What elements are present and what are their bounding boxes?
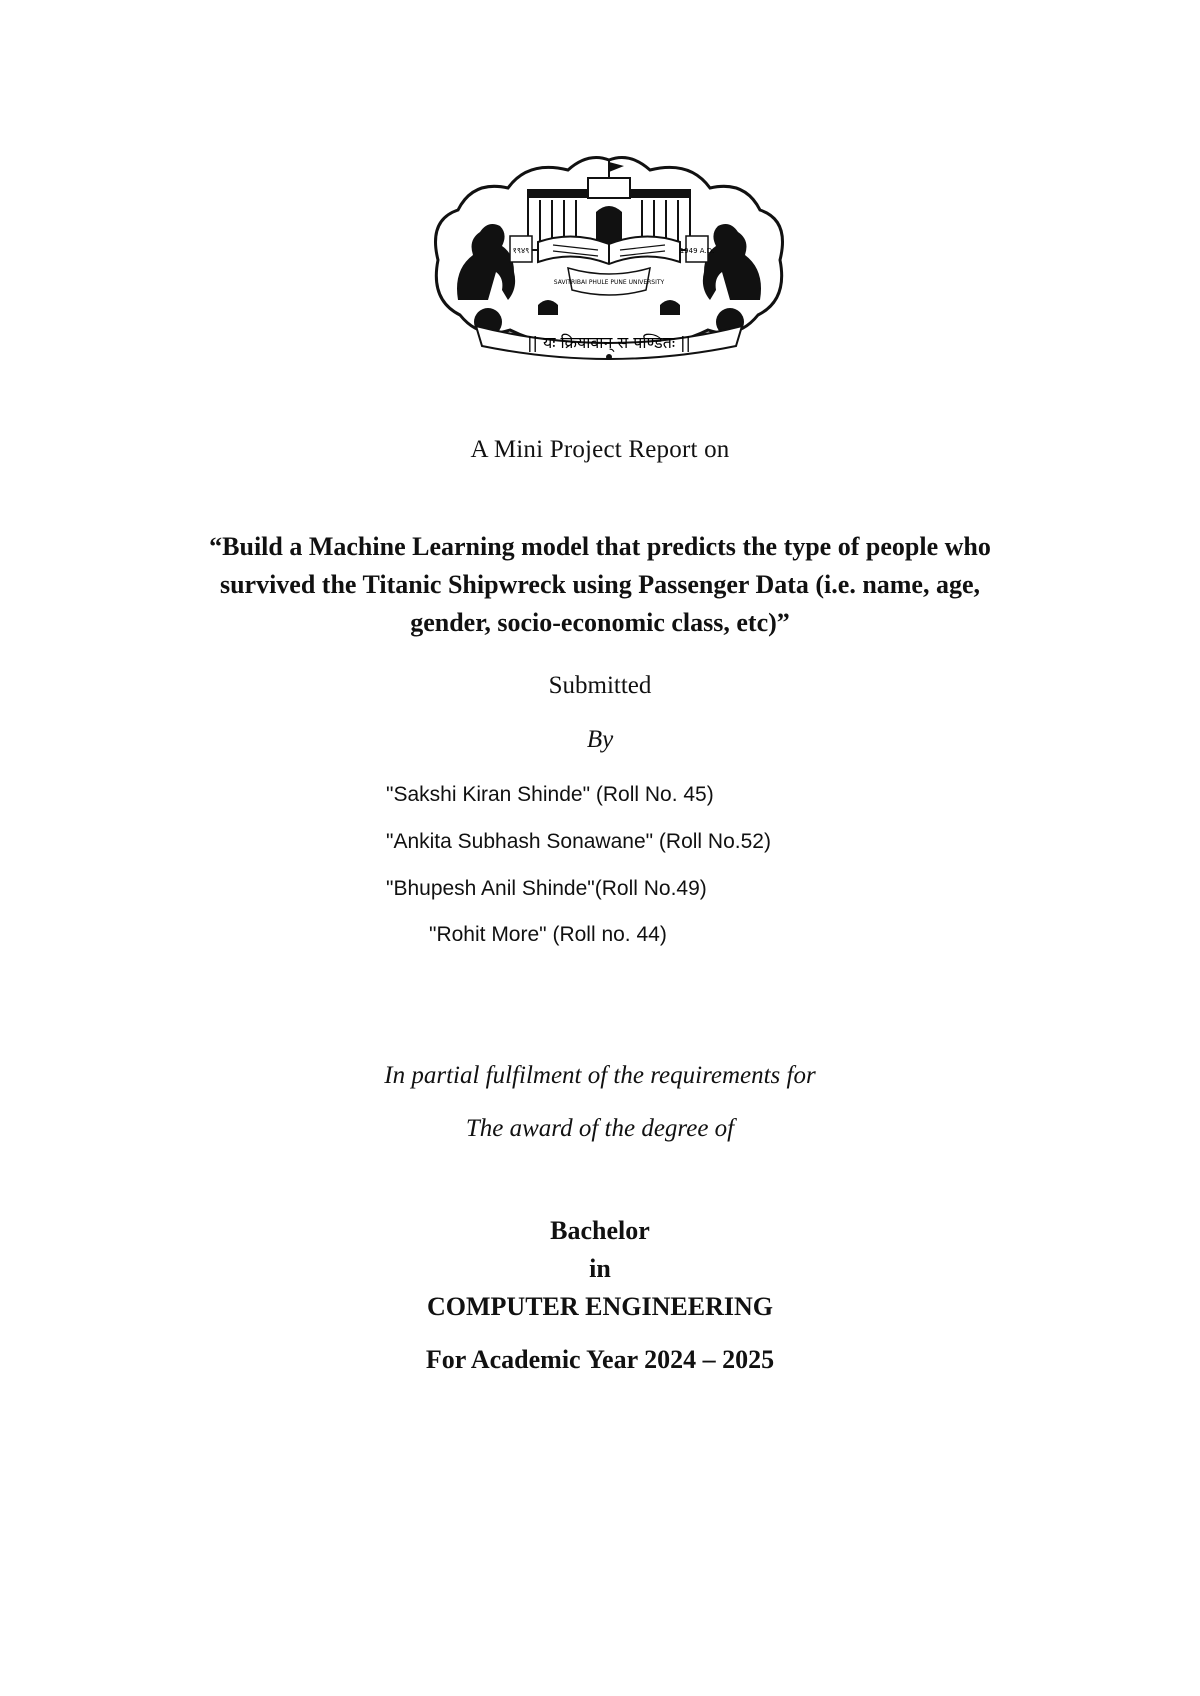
emblem-motto: || यः क्रियावान् स पण्डितः || — [527, 333, 691, 352]
team-member: "Sakshi Kiran Shinde" (Roll No. 45) — [386, 783, 714, 806]
team-member: "Ankita Subhash Sonawane" (Roll No.52) — [386, 830, 771, 853]
emblem-year-right: 1949 A.D. — [679, 247, 715, 255]
degree-branch: COMPUTER ENGINEERING — [427, 1292, 773, 1321]
degree-in: in — [589, 1254, 611, 1283]
academic-year: For Academic Year 2024 – 2025 — [425, 1345, 775, 1374]
emblem-year-left: १९४९ — [512, 246, 530, 255]
report-title-line: survived the Titanic Shipwreck using Passenger Data (i.e. name, age, — [219, 570, 981, 599]
report-intro: A Mini Project Report on — [470, 436, 730, 463]
by-label: By — [586, 726, 614, 753]
team-member: "Bhupesh Anil Shinde"(Roll No.49) — [386, 877, 707, 900]
submitted-label: Submitted — [548, 672, 652, 699]
award-line: The award of the degree of — [465, 1115, 735, 1142]
university-emblem-logo — [418, 150, 800, 360]
fulfilment-line: In partial fulfilment of the requirements for — [384, 1062, 816, 1089]
report-title — [0, 528, 1200, 642]
report-title-line: “Build a Machine Learning model that predicts the type of people who — [209, 532, 991, 561]
team-member: "Rohit More" (Roll no. 44) — [429, 923, 667, 946]
degree-name: Bachelor — [550, 1216, 650, 1245]
report-title-line: gender, socio-economic class, etc)” — [410, 608, 790, 637]
emblem-ribbon-text: SAVITRIBAI PHULE PUNE UNIVERSITY — [553, 279, 665, 286]
